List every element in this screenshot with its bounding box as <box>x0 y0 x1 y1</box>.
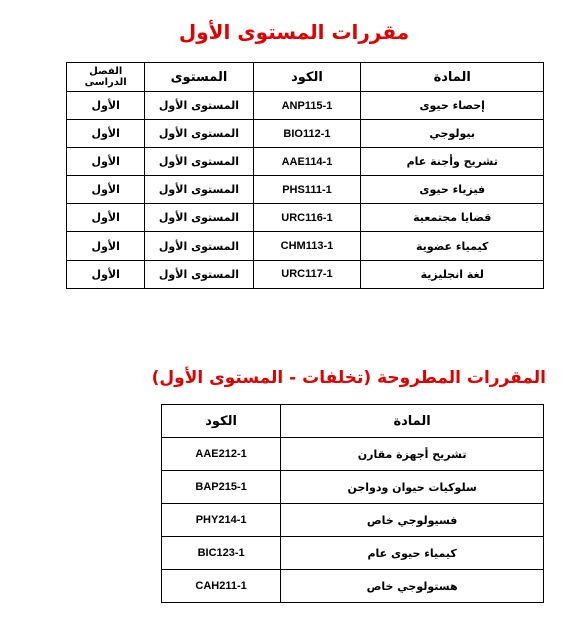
table-row <box>162 438 544 471</box>
cell-level: المستوى الأول <box>145 92 253 120</box>
cell-semester: الأول <box>67 260 145 288</box>
table-row <box>162 537 544 570</box>
cell-code: PHY214-1 <box>162 504 281 537</box>
table-row <box>67 260 544 288</box>
table-header-row <box>67 63 544 92</box>
cell-subject: سلوكيات حيوان ودواجن <box>281 471 544 504</box>
cell-subject: فيزياء حيوى <box>361 176 544 204</box>
cell-level: المستوى الأول <box>145 176 253 204</box>
cell-code: URC116-1 <box>253 204 361 232</box>
cell-code: BIC123-1 <box>162 537 281 570</box>
table-row <box>67 176 544 204</box>
cell-subject: كيمياء حيوى عام <box>281 537 544 570</box>
cell-subject: لغة انجليزية <box>361 260 544 288</box>
header-semester: الفصل الدراسى <box>67 63 145 92</box>
cell-subject: إحصاء حيوى <box>361 92 544 120</box>
cell-code: URC117-1 <box>253 260 361 288</box>
cell-code: BAP215-1 <box>162 471 281 504</box>
table-row <box>162 471 544 504</box>
cell-subject: بيولوجي <box>361 120 544 148</box>
header-subject: المادة <box>281 405 544 438</box>
cell-subject: تشريح أجهزة مقارن <box>281 438 544 471</box>
cell-subject: قضايا مجتمعية <box>361 204 544 232</box>
header-code: الكود <box>162 405 281 438</box>
table-row <box>162 570 544 603</box>
table-row <box>67 120 544 148</box>
cell-semester: الأول <box>67 92 145 120</box>
cell-code: CAH211-1 <box>162 570 281 603</box>
cell-subject: كيمياء عضوية <box>361 232 544 260</box>
cell-code: BIO112-1 <box>253 120 361 148</box>
cell-semester: الأول <box>67 148 145 176</box>
cell-semester: الأول <box>67 176 145 204</box>
cell-code: ANP115-1 <box>253 92 361 120</box>
table-row <box>162 504 544 537</box>
cell-semester: الأول <box>67 232 145 260</box>
cell-level: المستوى الأول <box>145 148 253 176</box>
table-row <box>67 232 544 260</box>
cell-code: AAE212-1 <box>162 438 281 471</box>
section-title-offered-courses: المقررات المطروحة (تخلفات - المستوى الأول) <box>151 368 546 388</box>
cell-subject: هستولوجي خاص <box>281 570 544 603</box>
cell-semester: الأول <box>67 120 145 148</box>
header-subject: المادة <box>361 63 544 92</box>
cell-subject: فسيولوجي خاص <box>281 504 544 537</box>
level-one-courses-table <box>66 62 544 289</box>
header-level: المستوى <box>145 63 253 92</box>
table-header-row <box>162 405 544 438</box>
cell-code: AAE114-1 <box>253 148 361 176</box>
cell-code: CHM113-1 <box>253 232 361 260</box>
cell-level: المستوى الأول <box>145 120 253 148</box>
table-row <box>67 204 544 232</box>
cell-level: المستوى الأول <box>145 204 253 232</box>
header-code: الكود <box>253 63 361 92</box>
table-row <box>67 92 544 120</box>
cell-level: المستوى الأول <box>145 260 253 288</box>
table-row <box>67 148 544 176</box>
cell-subject: تشريح وأجنة عام <box>361 148 544 176</box>
offered-courses-table <box>161 404 544 603</box>
page-title-level-one: مقررات المستوى الأول <box>178 20 410 44</box>
cell-level: المستوى الأول <box>145 232 253 260</box>
cell-code: PHS111-1 <box>253 176 361 204</box>
cell-semester: الأول <box>67 204 145 232</box>
